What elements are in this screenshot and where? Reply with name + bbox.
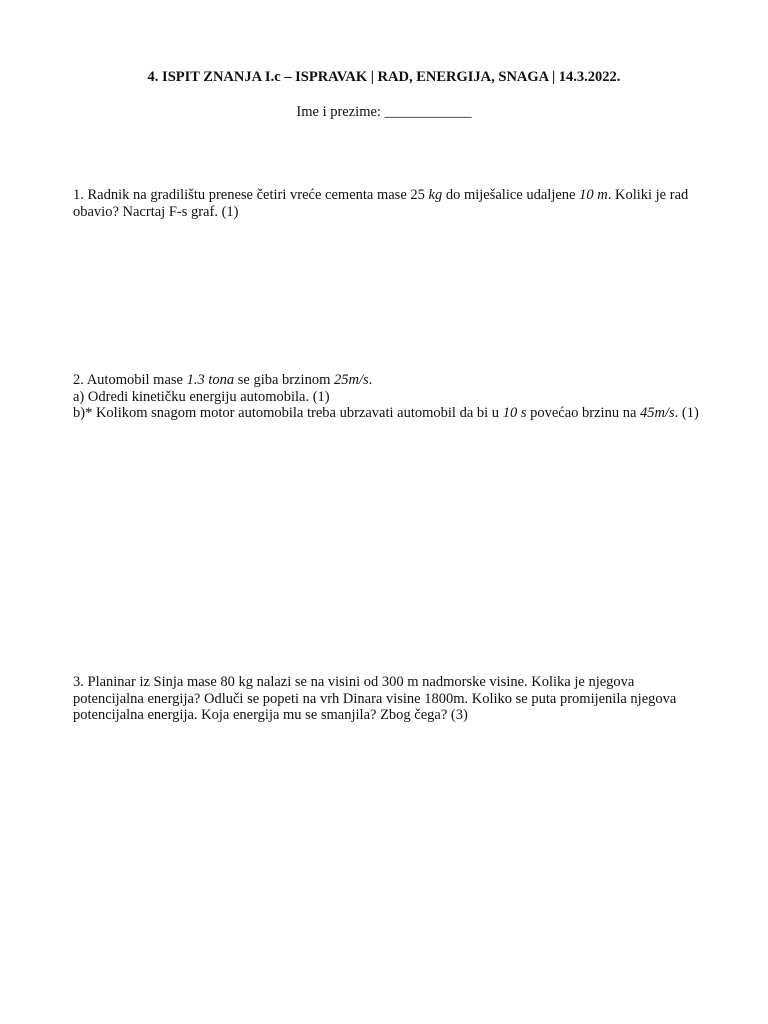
question-2-text-2: se giba brzinom bbox=[234, 372, 334, 388]
question-2-mass: 1.3 tona bbox=[186, 372, 235, 388]
name-field-label: Ime i prezime: ____________ bbox=[296, 104, 472, 120]
question-2a: a) Odredi kinetičku energiju automobila. (1) bbox=[73, 388, 330, 405]
question-1-text-3: . Koliki je rad obavio? Nacrtaj F-s graf. (1) bbox=[73, 187, 689, 220]
question-1-unit-kg: kg bbox=[428, 187, 443, 203]
question-2b-text-3: . (1) bbox=[674, 405, 699, 421]
question-1-distance: 10 m bbox=[579, 187, 608, 203]
question-2b-time: 10 s bbox=[502, 405, 527, 421]
question-2b-text: b)* Kolikom snagom motor automobila treba ubrzavati automobil da bi u bbox=[73, 405, 503, 421]
question-1-text-2: do miješalice udaljene bbox=[442, 187, 580, 203]
page-title: 4. ISPIT ZNANJA I.c – ISPRAVAK | RAD, ENERGIJA, SNAGA | 14.3.2022. bbox=[147, 69, 621, 85]
question-3: 3. Planinar iz Sinja mase 80 kg nalazi se na visini od 300 m nadmorske visine. Kolika je njegova potencijalna energija? Odluči se popeti na vrh Dinara visine 1800m. Koliko se puta promijenila njegova potencijalna energija. Koja energija mu se smanjila? Zbog čega? (3) bbox=[73, 674, 677, 723]
question-2b-speed: 45m/s bbox=[640, 405, 675, 421]
question-1 bbox=[73, 187, 703, 220]
question-2-text: 2. Automobil mase bbox=[73, 372, 187, 388]
question-2-text-3: . bbox=[368, 372, 373, 388]
question-2b-text-2: povećao brzinu na bbox=[526, 405, 641, 421]
question-2-speed: 25m/s bbox=[334, 372, 369, 388]
question-2-intro bbox=[73, 372, 703, 389]
question-2 bbox=[73, 372, 703, 422]
question-1-text: 1. Radnik na gradilištu prenese četiri vreće cementa mase 25 bbox=[73, 187, 429, 203]
question-2b bbox=[73, 405, 703, 422]
